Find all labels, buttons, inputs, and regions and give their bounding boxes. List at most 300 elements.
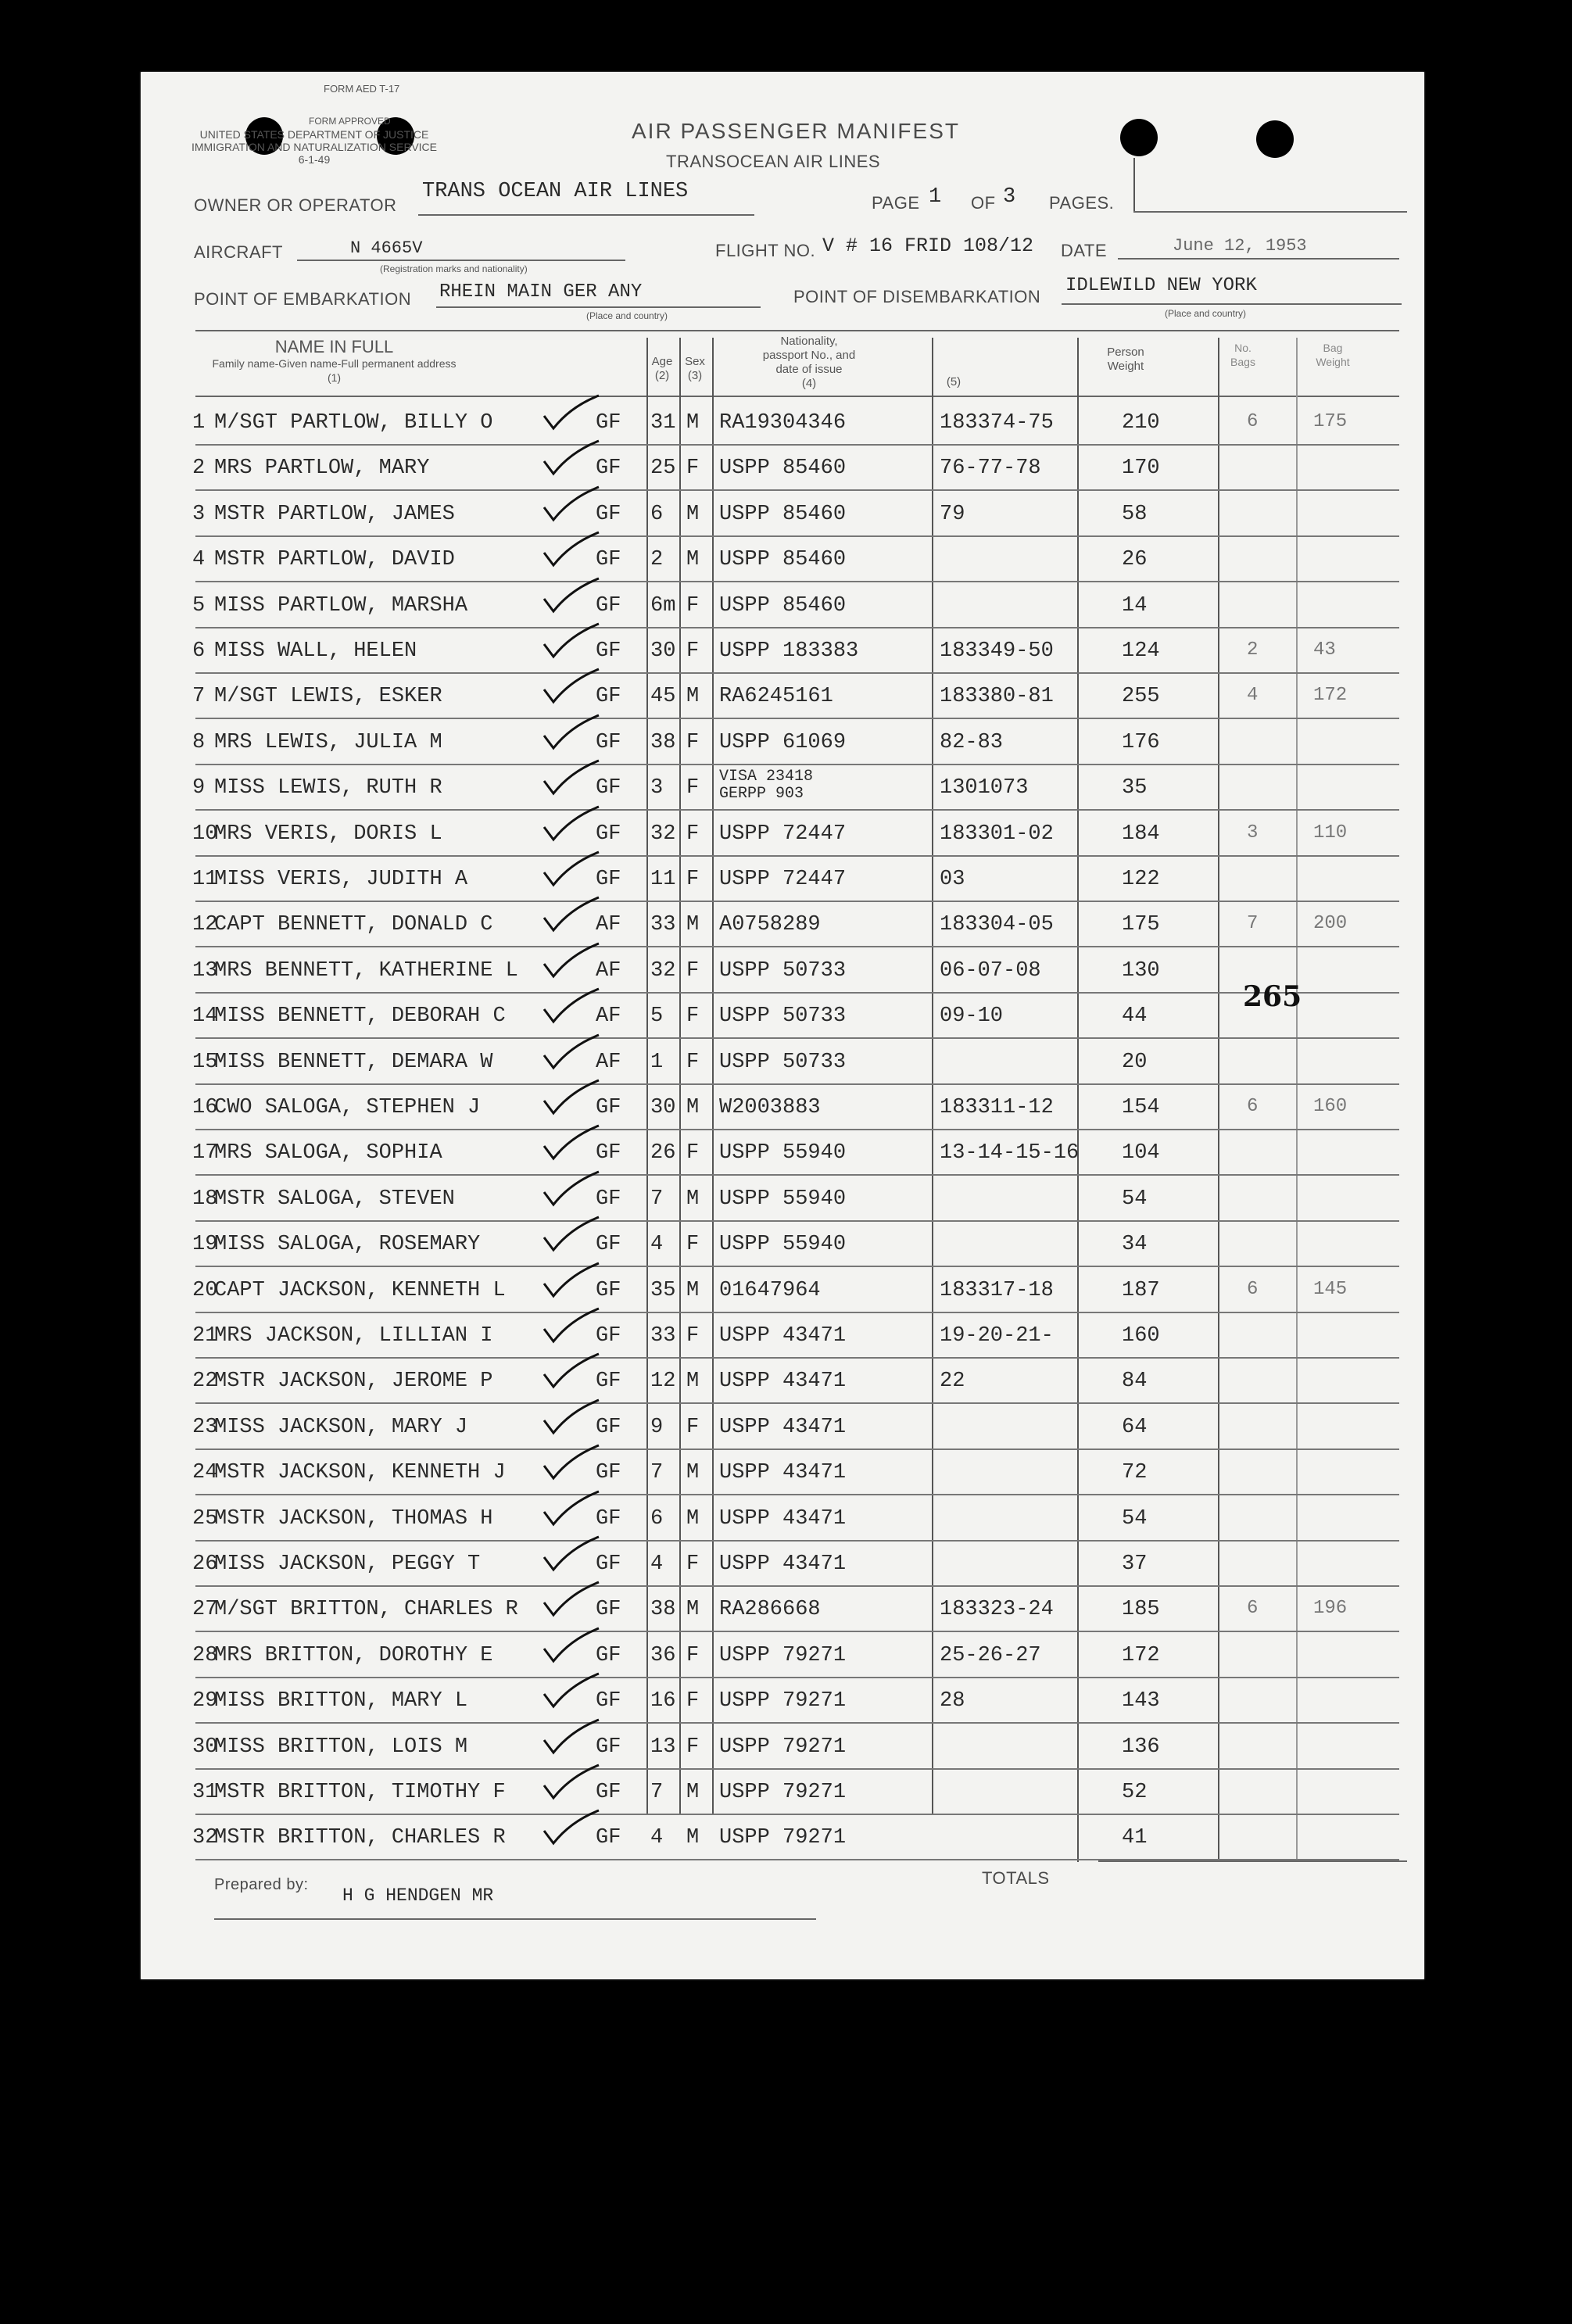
person-weight: 143 [1122,1689,1160,1713]
row-rule [195,1814,1399,1815]
check-mark-icon [539,438,602,477]
bag-count: 2 [1247,639,1259,661]
passenger-name: MSTR BRITTON, CHARLES R [214,1826,506,1850]
row-number: 32 [192,1826,218,1850]
passenger-sex: M [686,913,700,937]
bag-count: 6 [1247,1598,1259,1620]
col-header-nat-line: date of issue [775,363,843,376]
passenger-sex: M [686,502,700,526]
passport-number: USPP 72447 [719,822,847,846]
row-number: 12 [192,913,218,937]
service-code: GF [596,685,621,709]
check-mark-icon [539,712,602,751]
of-value: 3 [1003,185,1016,209]
check-mark-icon [539,1397,602,1436]
aircraft-note: (Registration marks and nationality) [380,263,528,274]
service-code: GF [596,1781,621,1804]
row-number: 6 [192,639,206,663]
passenger-name: MRS BENNETT, KATHERINE L [214,958,518,983]
bag-count: 7 [1247,913,1259,935]
service-code: GF [596,1826,621,1850]
bag-weight: 200 [1313,913,1348,935]
ticket-number: 79 [940,502,965,526]
check-mark-stroke [544,944,599,976]
passenger-sex: F [686,1233,700,1257]
passenger-sex: M [686,411,700,435]
service-code: GF [596,1370,621,1394]
embarkation-underline [436,306,761,308]
row-rule [195,489,1399,491]
page-bracket [1133,158,1135,213]
punch-hole [1256,120,1294,158]
table-row [192,1545,1399,1590]
person-weight: 35 [1122,776,1148,800]
check-mark-icon [539,757,602,797]
passport-number: USPP 85460 [719,457,847,481]
row-rule [195,855,1399,857]
row-rule [195,901,1399,902]
passenger-name: M/SGT LEWIS, ESKER [214,685,442,709]
row-number: 20 [192,1278,218,1302]
table-row [192,1088,1399,1133]
ticket-number: 183301-02 [940,822,1054,846]
row-number: 16 [192,1096,218,1119]
check-mark-icon [539,1351,602,1390]
person-weight: 185 [1122,1598,1160,1622]
passport-number: USPP 43471 [719,1552,847,1576]
row-number: 4 [192,548,206,572]
check-mark-stroke [544,1491,599,1524]
row-number: 31 [192,1781,218,1804]
passenger-sex: F [686,1141,700,1166]
airline-subtitle: TRANSOCEAN AIR LINES [666,152,881,171]
person-weight: 170 [1122,457,1160,481]
ticket-number: 183380-81 [940,685,1054,709]
check-mark-icon [539,1488,602,1527]
bag-weight: 172 [1313,685,1348,707]
passenger-sex: F [686,1643,700,1667]
passenger-name: MISS BENNETT, DEBORAH C [214,1004,506,1029]
embarkation-value: RHEIN MAIN GER ANY [439,281,643,303]
col-header-bag-weight-line: Bag [1323,342,1343,354]
date-underline [1118,258,1399,260]
passenger-name: MSTR PARTLOW, DAVID [214,548,455,572]
check-mark-stroke [544,989,599,1022]
passenger-age: 26 [650,1141,676,1166]
passport-number: A0758289 [719,913,821,937]
check-mark-icon [539,1762,602,1801]
check-mark-icon [539,1442,602,1481]
table-row [192,815,1399,860]
check-mark-stroke [544,1400,599,1433]
col-header-5: (5) [946,375,961,389]
passenger-age: 7 [650,1781,664,1804]
passenger-name: MISS PARTLOW, MARSHA [214,593,468,618]
passenger-name: MSTR JACKSON, KENNETH J [214,1461,506,1485]
service-code: GF [596,1506,621,1531]
owner-value: TRANS OCEAN AIR LINES [422,180,689,203]
service-code: AF [596,1004,621,1029]
table-row [192,586,1399,632]
form-number: FORM AED T-17 [324,83,400,95]
service-code: GF [596,411,621,435]
person-weight: 124 [1122,639,1160,663]
passport-number: USPP 43471 [719,1370,847,1394]
passenger-name: CAPT JACKSON, KENNETH L [214,1278,506,1302]
person-weight: 54 [1122,1506,1148,1531]
check-mark-stroke [544,669,599,702]
person-weight: 58 [1122,502,1148,526]
page-label: PAGE [872,193,920,213]
passenger-sex: F [686,1415,700,1439]
table-top-rule [195,330,1399,331]
manifest-document [141,72,1424,1979]
passport-number: USPP 61069 [719,730,847,754]
check-mark-icon [539,666,602,705]
totals-label: TOTALS [982,1868,1050,1888]
col-header-bag-weight-line: Weight [1316,356,1350,368]
passenger-sex: M [686,1461,700,1485]
check-mark-icon [539,529,602,568]
passenger-age: 16 [650,1689,676,1713]
col-header-nationality [715,335,903,391]
disembarkation-underline [1062,303,1402,305]
check-mark-icon [539,849,602,888]
service-code: GF [596,502,621,526]
passport-number: USPP 79271 [719,1643,847,1667]
passenger-age: 2 [650,548,664,572]
person-weight: 20 [1122,1050,1148,1074]
passport-number: USPP 50733 [719,958,847,983]
passenger-name: CWO SALOGA, STEPHEN J [214,1096,481,1119]
passport-number: USPP 85460 [719,593,847,618]
passenger-sex: M [686,1187,700,1211]
passenger-sex: M [686,1278,700,1302]
passport-number: USPP 85460 [719,548,847,572]
service-code: GF [596,1187,621,1211]
row-number: 5 [192,593,206,618]
bag-count: 3 [1247,822,1259,843]
row-rule [195,581,1399,582]
service-code: GF [596,868,621,891]
passenger-sex: F [686,1552,700,1576]
check-mark-stroke [544,1217,599,1250]
of-label: OF [971,193,996,213]
passenger-sex: F [686,639,700,663]
table-row [192,860,1399,905]
row-rule [195,1540,1399,1542]
person-weight: 172 [1122,1643,1160,1667]
col-header-name-title: NAME IN FULL [274,337,394,356]
check-mark-stroke [544,441,599,474]
pages-label: PAGES. [1049,193,1115,213]
bag-count: 6 [1247,411,1259,432]
row-number: 26 [192,1552,218,1576]
check-mark-icon [539,894,602,933]
col-header-age [647,355,677,383]
service-code: GF [596,1735,621,1759]
passenger-age: 32 [650,958,676,983]
service-code: GF [596,1689,621,1713]
row-number: 14 [192,1004,218,1029]
passenger-sex: F [686,958,700,983]
col-header-name-num: (1) [327,371,342,384]
table-row [192,1453,1399,1499]
passport-number: USPP 55940 [719,1233,847,1257]
table-row [192,403,1399,449]
agency-line: IMMIGRATION AND NATURALIZATION SERVICE [192,141,437,153]
passenger-sex: F [686,1050,700,1074]
passenger-name: MSTR JACKSON, JEROME P [214,1370,493,1394]
check-mark-icon [539,1077,602,1116]
row-number: 8 [192,730,206,754]
check-mark-stroke [544,1445,599,1478]
passenger-sex: M [686,1370,700,1394]
check-mark-icon [539,575,602,614]
agency-line: UNITED STATES DEPARTMENT OF JUSTICE [199,128,429,141]
handwritten-total: 265 [1243,980,1302,1013]
col-header-bags-line: Bags [1230,356,1255,368]
bag-weight: 175 [1313,411,1348,432]
bag-weight: 145 [1313,1278,1348,1300]
passenger-sex: M [686,548,700,572]
manifest-title: AIR PASSENGER MANIFEST [632,119,960,143]
passport-number: USPP 79271 [719,1689,847,1713]
person-weight: 72 [1122,1461,1148,1485]
passenger-name: MSTR PARTLOW, JAMES [214,502,455,526]
row-number: 11 [192,868,218,891]
row-number: 30 [192,1735,218,1759]
check-mark-stroke [544,715,599,748]
ticket-number: 183374-75 [940,411,1054,435]
check-mark-icon [539,1123,602,1162]
passport-number: USPP 55940 [719,1141,847,1166]
service-code: GF [596,457,621,481]
check-mark-icon [539,1032,602,1071]
table-row [192,495,1399,540]
col-header-nat-line: (4) [801,377,817,390]
passport-number: RA286668 [719,1598,821,1622]
passenger-age: 4 [650,1233,664,1257]
service-code: AF [596,913,621,937]
service-code: GF [596,639,621,663]
row-rule [195,1312,1399,1313]
service-code: GF [596,1598,621,1622]
passport-number: USPP 55940 [719,1187,847,1211]
col-header-weight-line: Person [1107,346,1144,359]
col-header-nat-line: Nationality, [780,335,838,348]
col-header-weight [1079,346,1173,374]
check-mark-stroke [544,1537,599,1570]
row-rule [195,535,1399,537]
bag-weight: 110 [1313,822,1348,843]
passenger-sex: M [686,1781,700,1804]
ticket-number: 183323-24 [940,1598,1054,1622]
col-header-bags-line: No. [1234,342,1252,354]
table-row [192,1316,1399,1362]
owner-underline [418,214,754,216]
service-code: GF [596,548,621,572]
check-mark-icon [539,940,602,979]
check-mark-stroke [544,807,599,840]
person-weight: 26 [1122,548,1148,572]
person-weight: 44 [1122,1004,1148,1029]
person-weight: 41 [1122,1826,1148,1850]
check-mark-icon [539,986,602,1025]
passenger-name: MRS VERIS, DORIS L [214,822,442,846]
totals-top-rule [1098,1860,1407,1862]
check-mark-stroke [544,1582,599,1615]
passenger-age: 6 [650,1506,664,1531]
person-weight: 184 [1122,822,1160,846]
passenger-age: 25 [650,457,676,481]
ticket-number: 13-14-15-16 [940,1141,1080,1166]
row-number: 3 [192,502,206,526]
ticket-number: 25-26-27 [940,1643,1041,1667]
passenger-name: CAPT BENNETT, DONALD C [214,913,493,937]
check-mark-stroke [544,1126,599,1158]
table-row [192,1636,1399,1681]
form-approved: FORM APPROVED [309,116,391,127]
passport-number: W2003883 [719,1096,821,1119]
passenger-age: 7 [650,1187,664,1211]
ticket-number: 82-83 [940,730,1004,754]
table-row [192,540,1399,585]
prepared-underline [214,1918,816,1920]
ticket-number: 183304-05 [940,913,1054,937]
service-code: GF [596,1461,621,1485]
passenger-name: MRS PARTLOW, MARY [214,457,430,481]
passport-number: USPP 50733 [719,1050,847,1074]
passenger-age: 32 [650,822,676,846]
ticket-number: 22 [940,1370,965,1394]
passenger-age: 31 [650,411,676,435]
row-rule [195,946,1399,947]
col-header-name-sub: Family name-Given name-Full permanent address [212,357,457,370]
passport-number: USPP 79271 [719,1826,847,1850]
disembarkation-value: IDLEWILD NEW YORK [1065,275,1257,296]
row-rule [195,1357,1399,1359]
row-number: 29 [192,1689,218,1713]
passenger-name: M/SGT BRITTON, CHARLES R [214,1598,518,1622]
bag-count: 6 [1247,1096,1259,1117]
passenger-name: MISS JACKSON, MARY J [214,1415,468,1439]
person-weight: 64 [1122,1415,1148,1439]
person-weight: 136 [1122,1735,1160,1759]
service-code: AF [596,958,621,983]
aircraft-underline [297,260,625,261]
aircraft-label: AIRCRAFT [194,242,283,262]
passenger-age: 35 [650,1278,676,1302]
passenger-sex: F [686,868,700,891]
row-number: 21 [192,1324,218,1348]
table-row [192,1408,1399,1453]
service-code: GF [596,593,621,618]
passenger-name: M/SGT PARTLOW, BILLY O [214,411,493,435]
passport-number: USPP 79271 [719,1781,847,1804]
col-header-name [195,338,473,385]
row-rule [195,444,1399,446]
check-mark-stroke [544,624,599,657]
service-code: GF [596,730,621,754]
passenger-name: MISS BENNETT, DEMARA W [214,1050,493,1074]
ticket-number: 03 [940,868,965,891]
passenger-age: 9 [650,1415,664,1439]
row-number: 25 [192,1506,218,1531]
check-mark-icon [539,804,602,843]
passenger-sex: F [686,593,700,618]
disembarkation-note: (Place and country) [1165,308,1247,319]
person-weight: 104 [1122,1141,1160,1166]
ticket-number: 183349-50 [940,639,1054,663]
passport-number: USPP 43471 [719,1324,847,1348]
check-mark-icon [539,1807,602,1846]
passenger-sex: M [686,1506,700,1531]
check-mark-stroke [544,852,599,885]
passenger-name: MSTR SALOGA, STEVEN [214,1187,455,1211]
check-mark-icon [539,1579,602,1618]
passenger-sex: F [686,457,700,481]
passport-number: RA6245161 [719,685,833,709]
person-weight: 54 [1122,1187,1148,1211]
passenger-name: MRS LEWIS, JULIA M [214,730,442,754]
passenger-age: 30 [650,639,676,663]
table-row [192,1728,1399,1773]
person-weight: 122 [1122,868,1160,891]
passenger-sex: F [686,1004,700,1029]
table-row [192,1043,1399,1088]
passenger-age: 11 [650,868,676,891]
person-weight: 175 [1122,913,1160,937]
agency-block [189,128,439,166]
check-mark-stroke [544,396,599,428]
passenger-age: 36 [650,1643,676,1667]
row-number: 10 [192,822,218,846]
service-code: GF [596,1096,621,1119]
passenger-age: 12 [650,1370,676,1394]
owner-label: OWNER OR OPERATOR [194,195,397,215]
table-row [192,1225,1399,1270]
passenger-age: 6m [650,593,676,618]
check-mark-icon [539,1670,602,1710]
passenger-name: MISS LEWIS, RUTH R [214,776,442,800]
service-code: GF [596,822,621,846]
service-code: GF [596,776,621,800]
row-rule [195,1266,1399,1267]
ticket-number: 28 [940,1689,965,1713]
row-rule [195,809,1399,811]
row-number: 17 [192,1141,218,1166]
service-code: GF [596,1233,621,1257]
row-number: 22 [192,1370,218,1394]
table-row [192,1590,1399,1635]
service-code: GF [596,1141,621,1166]
passport-number: USPP 79271 [719,1735,847,1759]
passport-number: USPP 72447 [719,868,847,891]
row-number: 13 [192,958,218,983]
passenger-sex: M [686,1096,700,1119]
row-rule [195,1722,1399,1724]
table-row [192,1499,1399,1545]
col-header-sex-title: Sex [685,355,705,368]
row-number: 2 [192,457,206,481]
passenger-sex: M [686,685,700,709]
ticket-number: 183311-12 [940,1096,1054,1119]
col-header-weight-line: Weight [1107,360,1144,373]
passenger-age: 38 [650,730,676,754]
row-number: 23 [192,1415,218,1439]
table-row [192,723,1399,768]
